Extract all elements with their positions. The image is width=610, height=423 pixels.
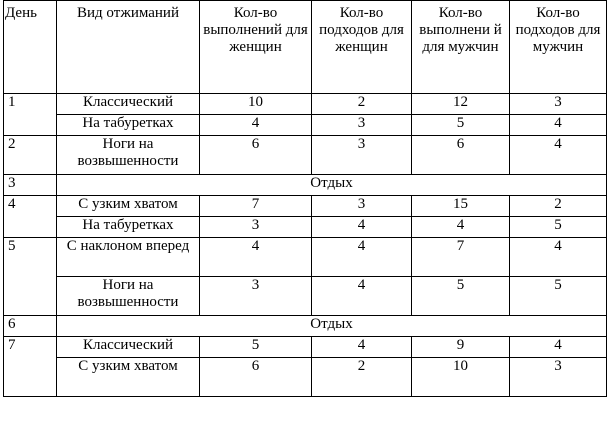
exercise-type: С узким хватом <box>57 358 200 397</box>
exercise-type: Классический <box>57 337 200 358</box>
women-sets: 4 <box>312 238 412 277</box>
men-sets: 4 <box>510 238 607 277</box>
women-sets: 3 <box>312 196 412 217</box>
table-row <box>4 217 607 238</box>
women-reps: 10 <box>200 94 312 115</box>
women-reps: 4 <box>200 238 312 277</box>
men-reps: 6 <box>412 136 510 175</box>
header-type: Вид отжиманий <box>57 1 200 94</box>
women-sets: 3 <box>312 115 412 136</box>
women-reps: 5 <box>200 337 312 358</box>
day-cell: 7 <box>4 337 57 397</box>
table-row <box>4 196 607 217</box>
women-reps: 7 <box>200 196 312 217</box>
rest-label: Отдых <box>57 316 607 337</box>
men-sets: 3 <box>510 94 607 115</box>
table-row <box>4 337 607 358</box>
exercise-type: Классический <box>57 94 200 115</box>
men-reps: 15 <box>412 196 510 217</box>
men-reps: 4 <box>412 217 510 238</box>
table-row <box>4 358 607 397</box>
header-day: День <box>4 1 57 94</box>
men-sets: 4 <box>510 115 607 136</box>
women-sets: 2 <box>312 94 412 115</box>
table-row <box>4 277 607 316</box>
day-cell: 2 <box>4 136 57 175</box>
men-reps: 9 <box>412 337 510 358</box>
exercise-type: Ноги на возвышенности <box>57 136 200 175</box>
women-reps: 3 <box>200 217 312 238</box>
table-row <box>4 115 607 136</box>
men-reps: 5 <box>412 277 510 316</box>
day-cell: 3 <box>4 175 57 196</box>
men-sets: 4 <box>510 136 607 175</box>
day-cell: 6 <box>4 316 57 337</box>
day-cell: 4 <box>4 196 57 238</box>
men-sets: 2 <box>510 196 607 217</box>
table-row <box>4 238 607 277</box>
women-reps: 4 <box>200 115 312 136</box>
women-sets: 3 <box>312 136 412 175</box>
header-women-sets: Кол-во подходов для женщин <box>312 1 412 94</box>
header-men-sets: Кол-во подходов для мужчин <box>510 1 607 94</box>
men-sets: 5 <box>510 277 607 316</box>
header-row <box>4 1 607 94</box>
women-sets: 2 <box>312 358 412 397</box>
rest-row <box>4 175 607 196</box>
exercise-type: С узким хватом <box>57 196 200 217</box>
pushup-schedule <box>3 0 607 397</box>
exercise-type: На табуретках <box>57 115 200 136</box>
women-sets: 4 <box>312 277 412 316</box>
exercise-type: С наклоном вперед <box>57 238 200 277</box>
men-sets: 3 <box>510 358 607 397</box>
men-reps: 10 <box>412 358 510 397</box>
women-sets: 4 <box>312 337 412 358</box>
header-men-reps: Кол-во выполнени й для мужчин <box>412 1 510 94</box>
rest-row <box>4 316 607 337</box>
women-reps: 6 <box>200 136 312 175</box>
women-reps: 6 <box>200 358 312 397</box>
men-reps: 12 <box>412 94 510 115</box>
day-cell: 1 <box>4 94 57 136</box>
men-sets: 5 <box>510 217 607 238</box>
rest-label: Отдых <box>57 175 607 196</box>
pushup-table <box>3 0 607 397</box>
day-cell: 5 <box>4 238 57 316</box>
table-row <box>4 136 607 175</box>
table-row <box>4 94 607 115</box>
men-reps: 7 <box>412 238 510 277</box>
exercise-type: На табуретках <box>57 217 200 238</box>
header-women-reps: Кол-во выполнений для женщин <box>200 1 312 94</box>
women-reps: 3 <box>200 277 312 316</box>
exercise-type: Ноги на возвышенности <box>57 277 200 316</box>
men-reps: 5 <box>412 115 510 136</box>
men-sets: 4 <box>510 337 607 358</box>
women-sets: 4 <box>312 217 412 238</box>
